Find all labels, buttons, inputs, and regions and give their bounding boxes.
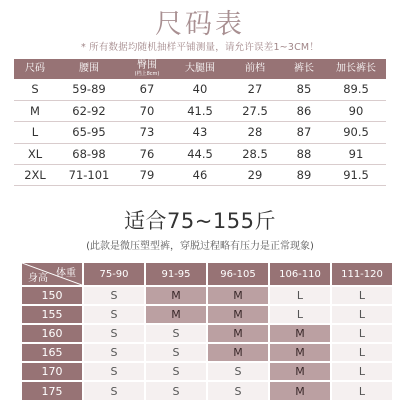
table-cell: 86 xyxy=(282,100,326,121)
size-recommendation-cell: L xyxy=(270,304,332,323)
size-table-header-cell xyxy=(122,59,172,79)
weight-column-header: 75-90 xyxy=(84,263,146,285)
table-cell: 67 xyxy=(122,79,172,100)
size-table-header-cell xyxy=(14,59,56,79)
size-recommendation-cell: M xyxy=(146,285,208,304)
corner-height-label: 身高 xyxy=(28,273,48,284)
size-recommendation-cell: M xyxy=(208,342,270,361)
table-cell: 40 xyxy=(172,79,228,100)
size-recommendation-cell: L xyxy=(270,285,332,304)
size-recommendation-cell: M xyxy=(208,285,270,304)
table-cell: M xyxy=(14,100,56,121)
size-recommendation-cell: S xyxy=(208,361,270,380)
header-label: 大腿围 xyxy=(185,63,215,74)
height-row-header: 170 xyxy=(22,361,84,380)
size-table-header-cell xyxy=(56,59,122,79)
table-cell: 44.5 xyxy=(172,143,228,164)
table-row xyxy=(14,122,386,143)
size-recommendation-cell: M xyxy=(146,304,208,323)
table-cell: 27 xyxy=(228,79,282,100)
table-cell: L xyxy=(14,122,56,143)
weight-range-title: 适合75~155斤 xyxy=(124,209,276,233)
size-recommendation-cell: S xyxy=(146,342,208,361)
height-row-header: 165 xyxy=(22,342,84,361)
table-cell: 59-89 xyxy=(56,79,122,100)
size-table-header-cell xyxy=(282,59,326,79)
table-cell: 28.5 xyxy=(228,143,282,164)
size-table-header-cell xyxy=(326,59,386,79)
size-recommendation-cell: S xyxy=(146,323,208,342)
size-recommendation-cell: S xyxy=(84,323,146,342)
corner-weight-label: 体重 xyxy=(56,268,76,279)
weight-range-note: (此款是微压塑型裤，穿脱过程略有压力是正常现象) xyxy=(86,241,314,252)
size-recommendation-cell: L xyxy=(332,380,394,399)
header-label: 加长裤长 xyxy=(336,63,376,74)
grid-corner-header xyxy=(22,263,84,285)
table-row xyxy=(14,100,386,121)
page-title: 尺码表 xyxy=(155,9,245,40)
table-cell: 71-101 xyxy=(56,165,122,186)
size-recommendation-cell: L xyxy=(332,285,394,304)
table-cell: 91 xyxy=(326,143,386,164)
table-row xyxy=(14,165,386,186)
size-recommendation-cell: L xyxy=(332,323,394,342)
table-cell: 87 xyxy=(282,122,326,143)
header-label: 臀围 xyxy=(137,60,157,71)
size-recommendation-cell: S xyxy=(84,361,146,380)
weight-column-header: 96-105 xyxy=(208,263,270,285)
table-cell: 76 xyxy=(122,143,172,164)
size-recommendation-cell: M xyxy=(270,323,332,342)
height-row-header: 175 xyxy=(22,380,84,399)
size-recommendation-cell: S xyxy=(84,342,146,361)
table-cell: 65-95 xyxy=(56,122,122,143)
table-cell: 2XL xyxy=(14,165,56,186)
header-sublabel: (档上8cm) xyxy=(134,71,160,77)
size-recommendation-cell: L xyxy=(332,361,394,380)
table-cell: 70 xyxy=(122,100,172,121)
table-cell: 89 xyxy=(282,165,326,186)
size-table-header-cell xyxy=(228,59,282,79)
size-table-body xyxy=(14,79,386,186)
table-cell: 46 xyxy=(172,165,228,186)
size-recommendation-cell: M xyxy=(208,323,270,342)
size-recommendation-cell: M xyxy=(208,304,270,323)
weight-column-header: 106-110 xyxy=(270,263,332,285)
height-row-header: 155 xyxy=(22,304,84,323)
table-cell: 28 xyxy=(228,122,282,143)
header-label: 前档 xyxy=(245,63,265,74)
size-table-header-row xyxy=(14,59,386,79)
table-cell: XL xyxy=(14,143,56,164)
table-row xyxy=(14,143,386,164)
table-cell: 89.5 xyxy=(326,79,386,100)
table-cell: 79 xyxy=(122,165,172,186)
size-recommendation-cell: L xyxy=(332,304,394,323)
table-row xyxy=(14,79,386,100)
table-cell: 29 xyxy=(228,165,282,186)
size-recommendation-cell: S xyxy=(146,361,208,380)
size-table-header-cell xyxy=(172,59,228,79)
header-label: 裤长 xyxy=(294,63,314,74)
size-recommendation-cell: S xyxy=(84,285,146,304)
size-recommendation-cell: S xyxy=(84,304,146,323)
table-cell: 43 xyxy=(172,122,228,143)
header-label: 腰围 xyxy=(79,63,99,74)
header-label: 尺码 xyxy=(25,63,45,74)
measurement-note: * 所有数据均随机抽样平铺测量，请允许误差1~3CM！ xyxy=(80,42,320,53)
table-cell: 91.5 xyxy=(326,165,386,186)
table-cell: 68-98 xyxy=(56,143,122,164)
size-recommendation-cell: M xyxy=(270,361,332,380)
size-recommendation-cell: S xyxy=(208,380,270,399)
table-cell: 85 xyxy=(282,79,326,100)
size-table xyxy=(14,59,386,186)
table-cell: 27.5 xyxy=(228,100,282,121)
table-cell: 90 xyxy=(326,100,386,121)
size-recommendation-cell: M xyxy=(270,380,332,399)
table-cell: 90.5 xyxy=(326,122,386,143)
table-cell: S xyxy=(14,79,56,100)
size-recommendation-cell: M xyxy=(270,342,332,361)
table-cell: 62-92 xyxy=(56,100,122,121)
fit-recommendation-grid xyxy=(22,263,394,400)
size-recommendation-cell: L xyxy=(332,342,394,361)
table-cell: 41.5 xyxy=(172,100,228,121)
weight-column-header: 111-120 xyxy=(332,263,394,285)
weight-column-header: 91-95 xyxy=(146,263,208,285)
height-row-header: 150 xyxy=(22,285,84,304)
size-recommendation-cell: S xyxy=(84,380,146,399)
table-cell: 73 xyxy=(122,122,172,143)
size-recommendation-cell: S xyxy=(146,380,208,399)
table-cell: 88 xyxy=(282,143,326,164)
height-row-header: 160 xyxy=(22,323,84,342)
